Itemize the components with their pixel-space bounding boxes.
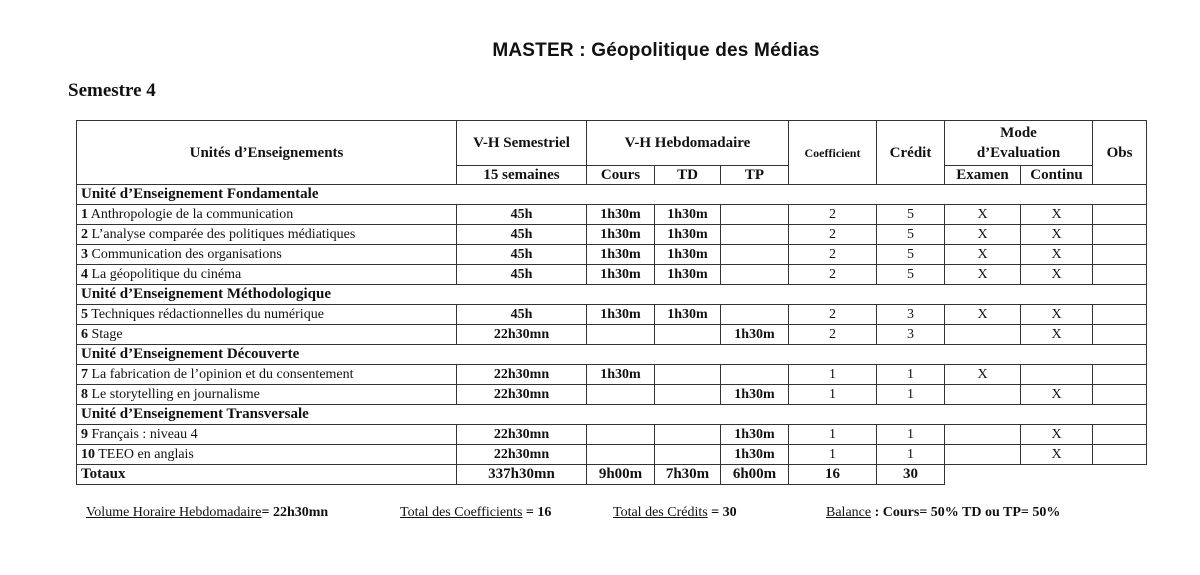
course-row	[77, 365, 1147, 385]
group-name: Unité d’Enseignement Transversale	[77, 405, 1147, 425]
course-examen	[945, 385, 1021, 405]
course-coef: 1	[789, 385, 877, 405]
footer-credit-value: = 30	[707, 505, 737, 520]
course-coef: 2	[789, 205, 877, 225]
header-vh-semestriel: V-H Semestriel	[457, 121, 587, 166]
totals-blank	[945, 465, 1147, 485]
course-td: 1h30m	[655, 205, 721, 225]
course-tp	[721, 225, 789, 245]
course-row	[77, 265, 1147, 285]
totals-tp: 6h00m	[721, 465, 789, 485]
course-vh: 45h	[457, 205, 587, 225]
header-unites: Unités d’Enseignements	[77, 121, 457, 185]
course-examen	[945, 445, 1021, 465]
course-credit: 1	[877, 445, 945, 465]
course-number: 9	[81, 427, 88, 442]
totals-coef: 16	[789, 465, 877, 485]
header-cours: Cours	[587, 166, 655, 185]
course-vh: 22h30mn	[457, 325, 587, 345]
course-continu: X	[1021, 385, 1093, 405]
course-number: 6	[81, 327, 88, 342]
header-row-1	[77, 121, 1147, 166]
course-continu: X	[1021, 325, 1093, 345]
course-obs	[1093, 445, 1147, 465]
course-row	[77, 385, 1147, 405]
course-obs	[1093, 425, 1147, 445]
course-obs	[1093, 305, 1147, 325]
course-row	[77, 425, 1147, 445]
footer-coef-value: = 16	[522, 505, 552, 520]
course-continu: X	[1021, 425, 1093, 445]
course-obs	[1093, 245, 1147, 265]
course-number: 2	[81, 227, 88, 242]
course-examen: X	[945, 245, 1021, 265]
course-credit: 5	[877, 225, 945, 245]
course-vh: 22h30mn	[457, 385, 587, 405]
course-td	[655, 385, 721, 405]
header-tp: TP	[721, 166, 789, 185]
course-label-cell	[77, 325, 457, 345]
course-label-cell	[77, 425, 457, 445]
course-cours: 1h30m	[587, 205, 655, 225]
course-continu: X	[1021, 225, 1093, 245]
course-label: Stage	[91, 327, 123, 342]
course-obs	[1093, 385, 1147, 405]
course-continu: X	[1021, 245, 1093, 265]
course-credit: 5	[877, 245, 945, 265]
course-credit: 3	[877, 325, 945, 345]
course-label-cell	[77, 445, 457, 465]
course-label: L’analyse comparée des politiques médiatiques	[91, 227, 356, 242]
course-label: La fabrication de l’opinion et du consentement	[91, 367, 354, 382]
course-continu: X	[1021, 205, 1093, 225]
course-label: Le storytelling en journalisme	[91, 387, 260, 402]
course-td	[655, 325, 721, 345]
course-tp: 1h30m	[721, 385, 789, 405]
group-name: Unité d’Enseignement Découverte	[77, 345, 1147, 365]
course-examen: X	[945, 365, 1021, 385]
semester-heading: Semestre 4	[68, 80, 156, 101]
course-number: 8	[81, 387, 88, 402]
course-cours	[587, 425, 655, 445]
footer-vh-label: Volume Horaire Hebdomadaire	[86, 505, 262, 520]
course-label-cell	[77, 385, 457, 405]
course-cours: 1h30m	[587, 225, 655, 245]
header-vh-hebdo: V-H Hebdomadaire	[587, 121, 789, 166]
course-coef: 1	[789, 425, 877, 445]
totals-label: Totaux	[77, 465, 457, 485]
footer-total-credits	[613, 505, 737, 521]
course-examen: X	[945, 205, 1021, 225]
course-coef: 2	[789, 225, 877, 245]
course-tp: 1h30m	[721, 325, 789, 345]
totals-td: 7h30m	[655, 465, 721, 485]
course-cours: 1h30m	[587, 365, 655, 385]
footer-coef-label: Total des Coefficients	[400, 505, 523, 520]
course-tp: 1h30m	[721, 425, 789, 445]
course-tp	[721, 245, 789, 265]
group-row	[77, 345, 1147, 365]
course-label-cell	[77, 305, 457, 325]
course-vh: 22h30mn	[457, 445, 587, 465]
course-tp: 1h30m	[721, 445, 789, 465]
group-name: Unité d’Enseignement Méthodologique	[77, 285, 1147, 305]
course-continu: X	[1021, 305, 1093, 325]
course-td	[655, 445, 721, 465]
course-number: 5	[81, 307, 88, 322]
course-obs	[1093, 225, 1147, 245]
footer-vh-value: = 22h30mn	[261, 505, 329, 520]
course-cours: 1h30m	[587, 245, 655, 265]
course-label-cell	[77, 265, 457, 285]
footer-total-coefficients	[400, 505, 551, 521]
course-cours: 1h30m	[587, 305, 655, 325]
course-coef: 2	[789, 265, 877, 285]
course-credit: 5	[877, 205, 945, 225]
course-obs	[1093, 365, 1147, 385]
course-tp	[721, 205, 789, 225]
course-examen	[945, 425, 1021, 445]
course-coef: 1	[789, 365, 877, 385]
course-row	[77, 225, 1147, 245]
group-row	[77, 405, 1147, 425]
footer-volume-horaire	[86, 505, 328, 521]
course-row	[77, 205, 1147, 225]
course-obs	[1093, 265, 1147, 285]
course-row	[77, 245, 1147, 265]
group-row	[77, 185, 1147, 205]
course-number: 1	[81, 207, 88, 222]
course-tp	[721, 305, 789, 325]
course-continu	[1021, 365, 1093, 385]
header-continu: Continu	[1021, 166, 1093, 185]
course-vh: 22h30mn	[457, 425, 587, 445]
course-vh: 45h	[457, 245, 587, 265]
course-vh: 22h30mn	[457, 365, 587, 385]
course-label-cell	[77, 365, 457, 385]
totals-row	[77, 465, 1147, 485]
course-label: Français : niveau 4	[91, 427, 198, 442]
course-examen: X	[945, 305, 1021, 325]
course-credit: 1	[877, 385, 945, 405]
group-row	[77, 285, 1147, 305]
course-examen	[945, 325, 1021, 345]
header-examen: Examen	[945, 166, 1021, 185]
course-vh: 45h	[457, 305, 587, 325]
totals-vh: 337h30mn	[457, 465, 587, 485]
curriculum-table	[76, 120, 1147, 485]
header-credit: Crédit	[877, 121, 945, 185]
course-examen: X	[945, 225, 1021, 245]
course-tp	[721, 365, 789, 385]
course-cours: 1h30m	[587, 265, 655, 285]
course-label-cell	[77, 205, 457, 225]
course-examen: X	[945, 265, 1021, 285]
header-mode-line2: d’Evaluation	[976, 145, 1061, 161]
header-semaines: 15 semaines	[457, 166, 587, 185]
course-label-cell	[77, 225, 457, 245]
course-credit: 1	[877, 365, 945, 385]
course-number: 10	[81, 447, 95, 462]
course-credit: 5	[877, 265, 945, 285]
header-mode-evaluation	[945, 121, 1093, 166]
course-vh: 45h	[457, 265, 587, 285]
course-td	[655, 425, 721, 445]
footer-balance-label: Balance	[826, 505, 872, 520]
totals-cours: 9h00m	[587, 465, 655, 485]
course-tp	[721, 265, 789, 285]
course-obs	[1093, 325, 1147, 345]
course-td: 1h30m	[655, 305, 721, 325]
course-coef: 2	[789, 245, 877, 265]
header-coefficient: Coefficient	[789, 121, 877, 185]
course-cours	[587, 385, 655, 405]
course-label: Anthropologie de la communication	[90, 207, 294, 222]
course-td: 1h30m	[655, 265, 721, 285]
course-obs	[1093, 205, 1147, 225]
course-credit: 3	[877, 305, 945, 325]
group-name: Unité d’Enseignement Fondamentale	[77, 185, 1147, 205]
footer-credit-label: Total des Crédits	[613, 505, 708, 520]
totals-credit: 30	[877, 465, 945, 485]
course-coef: 1	[789, 445, 877, 465]
course-td: 1h30m	[655, 245, 721, 265]
course-number: 4	[81, 267, 88, 282]
course-row	[77, 305, 1147, 325]
footer-balance	[826, 505, 1060, 521]
course-continu: X	[1021, 445, 1093, 465]
course-number: 3	[81, 247, 88, 262]
footer-balance-value: : Cours= 50% TD ou TP= 50%	[871, 505, 1061, 520]
course-td	[655, 365, 721, 385]
course-number: 7	[81, 367, 88, 382]
course-row	[77, 325, 1147, 345]
course-label: Communication des organisations	[91, 247, 282, 262]
course-td: 1h30m	[655, 225, 721, 245]
page-title: MASTER : Géopolitique des Médias	[492, 40, 820, 61]
course-row	[77, 445, 1147, 465]
course-credit: 1	[877, 425, 945, 445]
course-cours	[587, 445, 655, 465]
course-cours	[587, 325, 655, 345]
course-coef: 2	[789, 305, 877, 325]
course-label: La géopolitique du cinéma	[91, 267, 242, 282]
course-vh: 45h	[457, 225, 587, 245]
course-coef: 2	[789, 325, 877, 345]
course-label: TEEO en anglais	[98, 447, 194, 462]
course-continu: X	[1021, 265, 1093, 285]
header-td: TD	[655, 166, 721, 185]
course-label-cell	[77, 245, 457, 265]
header-mode-line1: Mode	[1000, 125, 1037, 141]
course-label: Techniques rédactionnelles du numérique	[91, 307, 324, 322]
header-obs: Obs	[1093, 121, 1147, 185]
